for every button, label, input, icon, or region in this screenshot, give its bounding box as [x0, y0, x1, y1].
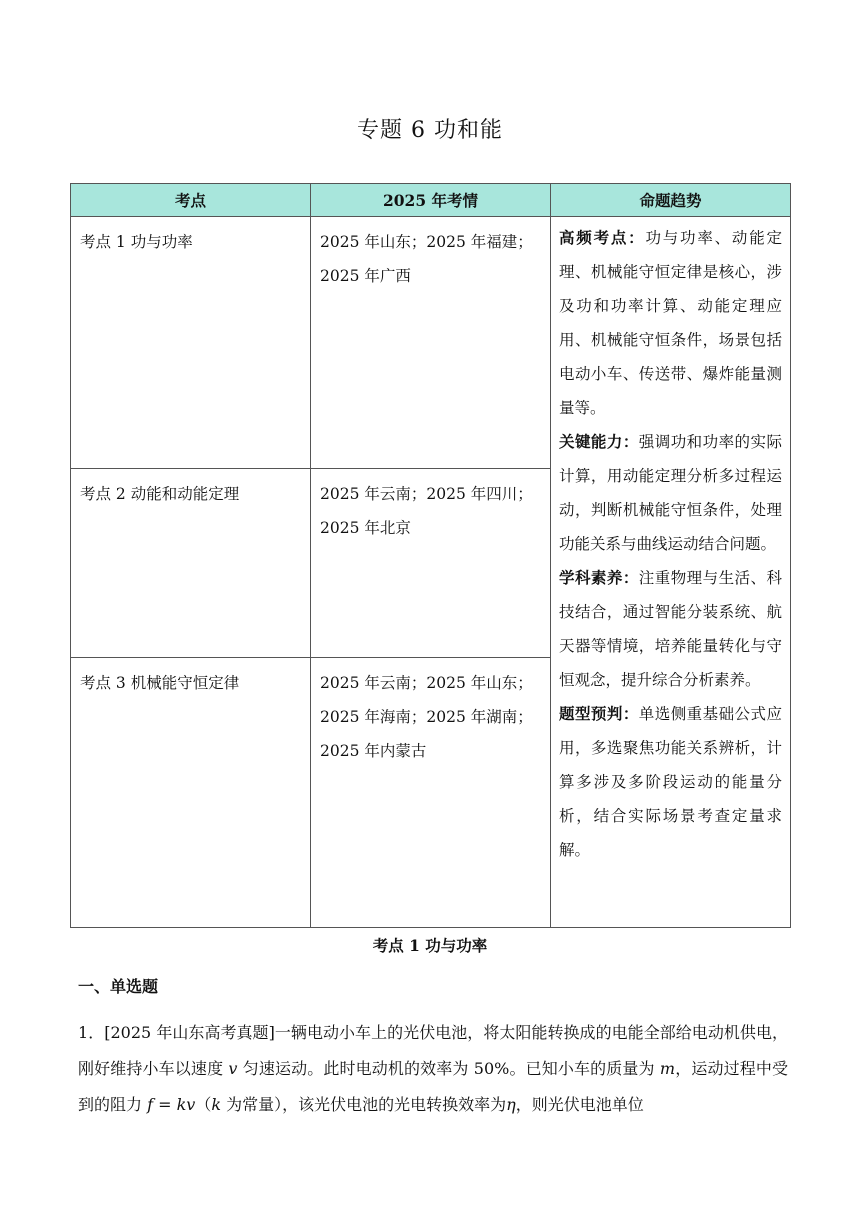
- topic-cell: 考点 1 功与功率: [71, 217, 311, 469]
- topic-cell: 考点 3 机械能守恒定律: [71, 658, 311, 928]
- exam-cell: 2025 年山东；2025 年福建； 2025 年广西: [311, 217, 551, 469]
- header-exam-situation: 2025 年考情: [311, 184, 551, 217]
- trend-paragraph: 高频考点：功与功率、动能定理、机械能守恒定律是核心，涉及功和功率计算、动能定理应用、机械能守恒条件，场景包括电动小车、传送带、爆炸能量测量等。: [559, 229, 782, 417]
- trend-paragraph: 学科素养：注重物理与生活、科技结合，通过智能分装系统、航天器等情境，培养能量转化与守恒观念，提升综合分析素养。: [559, 569, 782, 689]
- question-type-heading: 一、单选题: [78, 977, 159, 996]
- trend-paragraph: 关键能力：强调功和功率的实际计算，用动能定理分析多过程运动，判断机械能守恒条件，处理功能关系与曲线运动结合问题。: [559, 433, 782, 553]
- question-text: 1．[2025 年山东高考真题]一辆电动小车上的光伏电池，将太阳能转换成的电能全部给电动机供电，刚好维持小车以速度 v 匀速运动。此时电动机的效率为 50%。已知小车的质量为 m，运动过程中受到的阻力 f = kv（k 为常量），该光伏电池的光电转换效率为η，则光伏电池单位: [78, 1023, 788, 1114]
- trend-cell: [551, 217, 791, 928]
- friction-formula: f = kv: [147, 1095, 196, 1114]
- header-trend: 命题趋势: [551, 184, 791, 217]
- exam-summary-table: [70, 183, 791, 928]
- exam-cell: 2025 年云南；2025 年山东； 2025 年海南；2025 年湖南； 2025 年内蒙古: [311, 658, 551, 928]
- header-topic: 考点: [71, 184, 311, 217]
- table-header-row: [71, 184, 791, 217]
- trend-paragraph: 题型预判：单选侧重基础公式应用，多选聚焦功能关系辨析，计算多涉及多阶段运动的能量分析，结合实际场景考查定量求解。: [559, 705, 782, 859]
- table-row: [71, 217, 791, 469]
- section-title: 考点 1 功与功率: [372, 936, 488, 955]
- exam-cell: 2025 年云南；2025 年四川； 2025 年北京: [311, 469, 551, 658]
- topic-cell: 考点 2 动能和动能定理: [71, 469, 311, 658]
- page-title: 专题 6 功和能: [357, 118, 503, 143]
